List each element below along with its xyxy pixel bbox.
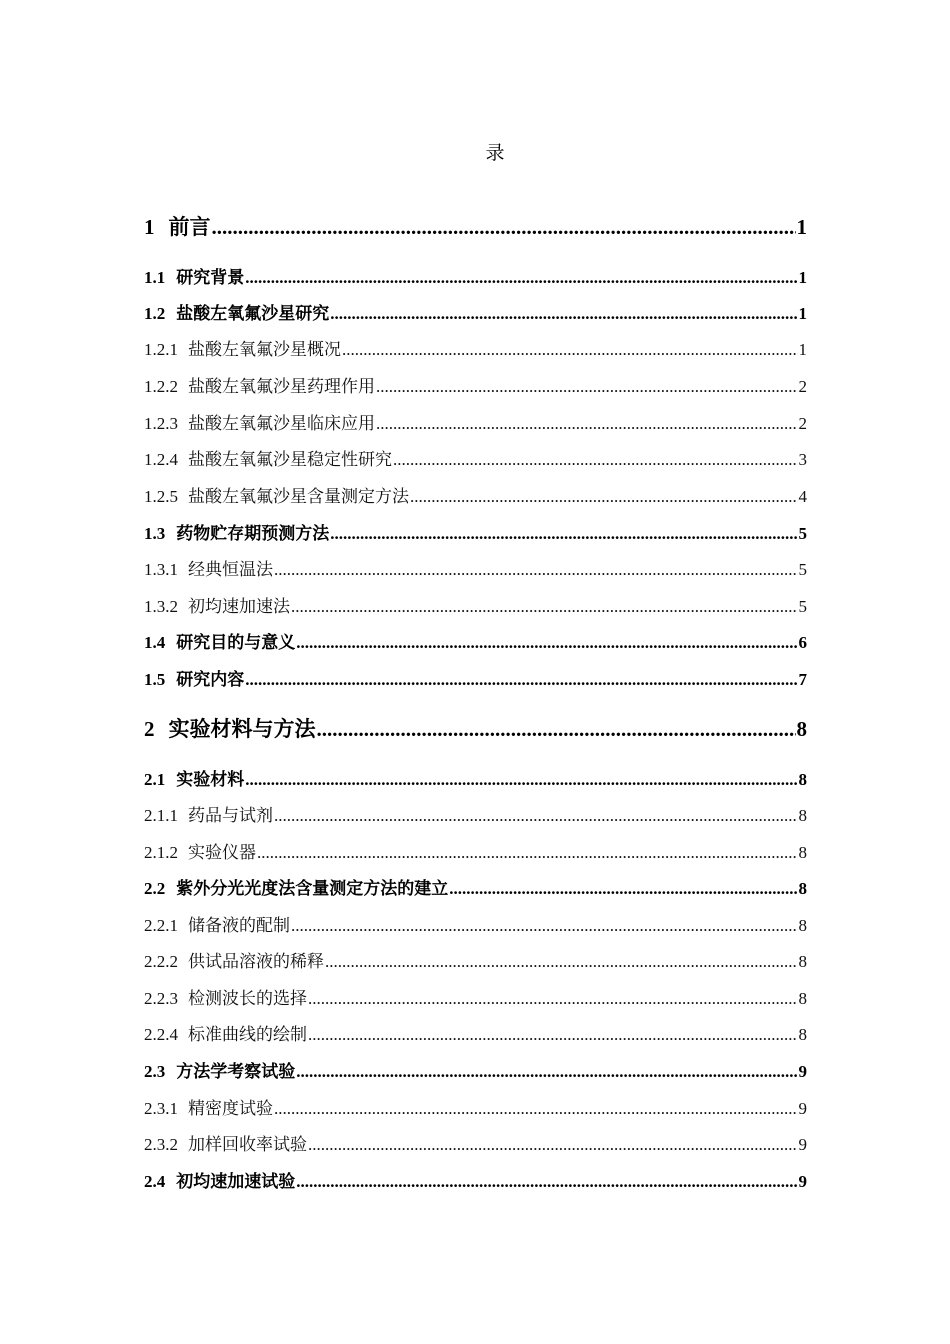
- toc-entry-title: 初均速加速试验: [176, 1172, 296, 1191]
- toc-dot-leader: [296, 631, 797, 655]
- toc-entry[interactable]: [144, 595, 807, 619]
- toc-entry[interactable]: [144, 987, 807, 1011]
- toc-entry-title: 药品与试剂: [188, 806, 273, 825]
- toc-dot-leader: [291, 914, 798, 938]
- toc-entry-number: 1: [144, 215, 155, 239]
- toc-entry-page: 7: [798, 670, 807, 689]
- toc-entry[interactable]: [144, 950, 807, 974]
- toc-entry-title: 药物贮存期预测方法: [176, 524, 330, 543]
- toc-entry[interactable]: [144, 714, 807, 744]
- toc-entry[interactable]: [144, 266, 807, 290]
- toc-entry[interactable]: [144, 668, 807, 692]
- toc-entry-page: 8: [796, 717, 807, 741]
- toc-entry-number: 2.3.1: [144, 1099, 178, 1118]
- toc-dot-leader: [245, 266, 797, 290]
- toc-entry[interactable]: [144, 485, 807, 509]
- toc-entry-title: 实验材料: [176, 770, 245, 789]
- toc-entry-title: 标准曲线的绘制: [188, 1025, 307, 1044]
- toc-entry-page: 1: [798, 304, 807, 323]
- toc-dot-leader: [245, 768, 797, 792]
- toc-entry-page: 8: [798, 843, 807, 862]
- toc-entry[interactable]: [144, 558, 807, 582]
- toc-entry-page: 5: [798, 597, 807, 616]
- toc-entry-number: 1.5: [144, 670, 166, 689]
- toc-dot-leader: [257, 841, 798, 865]
- toc-entry-number: 2.1.1: [144, 806, 178, 825]
- toc-dot-leader: [308, 1133, 798, 1157]
- toc-entry-page: 5: [798, 560, 807, 579]
- toc-entry-number: 2.2.1: [144, 916, 178, 935]
- toc-entry-title: 盐酸左氧氟沙星药理作用: [188, 377, 375, 396]
- toc-dot-leader: [274, 804, 798, 828]
- toc-dot-leader: [393, 448, 798, 472]
- toc-dot-leader: [308, 1023, 798, 1047]
- toc-entry-page: 8: [798, 916, 807, 935]
- toc-entry-title: 检测波长的选择: [188, 989, 307, 1008]
- toc-entry-title: 盐酸左氧氟沙星稳定性研究: [188, 450, 392, 469]
- toc-entry-page: 6: [798, 633, 807, 652]
- toc-entry-page: 3: [798, 450, 807, 469]
- toc-dot-leader: [245, 668, 797, 692]
- toc-dot-leader: [376, 375, 798, 399]
- toc-entry[interactable]: [144, 804, 807, 828]
- toc-dot-leader: [274, 558, 798, 582]
- toc-entry-number: 1.2.1: [144, 340, 178, 359]
- toc-entry[interactable]: [144, 768, 807, 792]
- toc-entry[interactable]: [144, 631, 807, 655]
- toc-entry-title: 储备液的配制: [188, 916, 290, 935]
- toc-dot-leader: [296, 1170, 797, 1194]
- toc-entry-number: 1.2.2: [144, 377, 178, 396]
- toc-entry-title: 盐酸左氧氟沙星概况: [188, 340, 341, 359]
- toc-entry[interactable]: [144, 1097, 807, 1121]
- toc-entry-page: 8: [798, 1025, 807, 1044]
- toc-entry-title: 精密度试验: [188, 1099, 273, 1118]
- toc-entry-page: 1: [796, 215, 807, 239]
- toc-entry-page: 4: [798, 487, 807, 506]
- toc-entry-number: 2.1.2: [144, 843, 178, 862]
- toc-entry[interactable]: [144, 375, 807, 399]
- page-title: 录: [485, 143, 505, 164]
- toc-entry-title: 研究内容: [176, 670, 245, 689]
- toc-entry[interactable]: [144, 522, 807, 546]
- toc-entry[interactable]: [144, 1133, 807, 1157]
- toc-entry[interactable]: [144, 212, 807, 242]
- toc-entry-number: 2.2.3: [144, 989, 178, 1008]
- toc-entry-title: 盐酸左氧氟沙星研究: [176, 304, 330, 323]
- toc-entry-title: 加样回收率试验: [188, 1135, 307, 1154]
- toc-dot-leader: [342, 338, 798, 362]
- toc-entry[interactable]: [144, 412, 807, 436]
- toc-entry-number: 2.2.2: [144, 952, 178, 971]
- toc-entry-number: 2.3.2: [144, 1135, 178, 1154]
- toc-entry-page: 9: [798, 1062, 807, 1081]
- toc-entry-title: 初均速加速法: [188, 597, 290, 616]
- toc-dot-leader: [308, 987, 798, 1011]
- toc-entry-page: 8: [798, 952, 807, 971]
- toc-entry-title: 紫外分光光度法含量测定方法的建立: [176, 879, 449, 898]
- toc-entry-page: 9: [798, 1172, 807, 1191]
- toc-entry-number: 1.2.5: [144, 487, 178, 506]
- toc-entry[interactable]: [144, 914, 807, 938]
- toc-entry-title: 研究目的与意义: [176, 633, 296, 652]
- toc-dot-leader: [291, 595, 798, 619]
- toc-dot-leader: [330, 522, 797, 546]
- toc-entry-page: 2: [798, 414, 807, 433]
- toc-entry-page: 8: [798, 879, 807, 898]
- toc-dot-leader: [274, 1097, 798, 1121]
- toc-dot-leader: [317, 714, 796, 744]
- toc-entry-title: 供试品溶液的稀释: [188, 952, 324, 971]
- toc-entry[interactable]: [144, 1023, 807, 1047]
- toc-entry-number: 2: [144, 717, 155, 741]
- toc-entry-title: 实验材料与方法: [168, 717, 316, 741]
- toc-entry[interactable]: [144, 1170, 807, 1194]
- toc-entry[interactable]: [144, 302, 807, 326]
- toc-entry-title: 经典恒温法: [188, 560, 273, 579]
- toc-entry-number: 1.4: [144, 633, 166, 652]
- toc-entry-number: 2.3: [144, 1062, 166, 1081]
- toc-entry-number: 2.2: [144, 879, 166, 898]
- toc-dot-leader: [330, 302, 797, 326]
- toc-entry-page: 5: [798, 524, 807, 543]
- toc-entry-page: 8: [798, 806, 807, 825]
- toc-entry-title: 前言: [168, 215, 211, 239]
- toc-entry-number: 1.2: [144, 304, 166, 323]
- toc-entry[interactable]: [144, 841, 807, 865]
- toc-dot-leader: [410, 485, 798, 509]
- toc-entry[interactable]: [144, 1060, 807, 1084]
- toc-entry-page: 8: [798, 770, 807, 789]
- toc-entry[interactable]: [144, 448, 807, 472]
- toc-entry-page: 8: [798, 989, 807, 1008]
- toc-dot-leader: [296, 1060, 797, 1084]
- toc-entry-page: 9: [798, 1099, 807, 1118]
- toc-entry-page: 9: [798, 1135, 807, 1154]
- toc-entry-page: 1: [798, 340, 807, 359]
- toc-dot-leader: [325, 950, 798, 974]
- toc-dot-leader: [376, 412, 798, 436]
- toc-entry-number: 2.1: [144, 770, 166, 789]
- toc-entry-number: 2.4: [144, 1172, 166, 1191]
- toc-entry-number: 1.3: [144, 524, 166, 543]
- toc-entry[interactable]: [144, 338, 807, 362]
- toc-entry-number: 2.2.4: [144, 1025, 178, 1044]
- toc-entry-number: 1.2.3: [144, 414, 178, 433]
- toc-entry-title: 盐酸左氧氟沙星临床应用: [188, 414, 375, 433]
- toc-entry-title: 方法学考察试验: [176, 1062, 296, 1081]
- toc-entry-title: 实验仪器: [188, 843, 256, 862]
- toc-entry-number: 1.3.2: [144, 597, 178, 616]
- toc-dot-leader: [212, 212, 796, 242]
- toc-entry-number: 1.1: [144, 268, 166, 287]
- toc-entry[interactable]: [144, 877, 807, 901]
- toc-dot-leader: [449, 877, 797, 901]
- toc-entry-title: 盐酸左氧氟沙星含量测定方法: [188, 487, 409, 506]
- toc-entry-page: 1: [798, 268, 807, 287]
- toc-entry-number: 1.2.4: [144, 450, 178, 469]
- toc-entry-title: 研究背景: [176, 268, 245, 287]
- toc-entry-page: 2: [798, 377, 807, 396]
- toc-entry-number: 1.3.1: [144, 560, 178, 579]
